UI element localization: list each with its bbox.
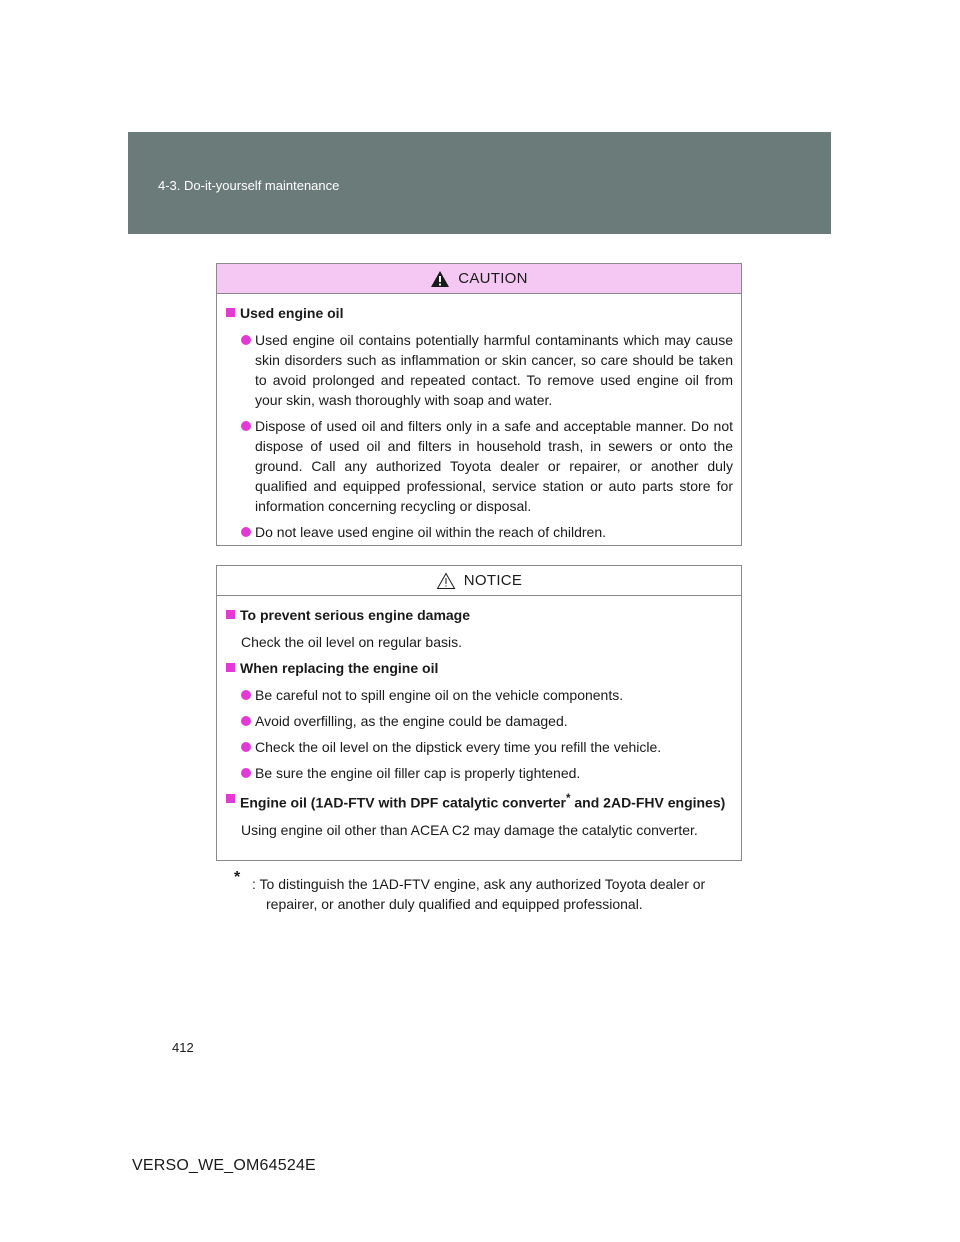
asterisk-mark: * [565, 792, 571, 805]
footnote-line: : To distinguish the 1AD-FTV engine, ask any authorized Toyota dealer or [252, 876, 706, 892]
heading-part: Engine oil (1AD-FTV with DPF catalytic converter [240, 794, 566, 811]
footnote-mark: * [234, 869, 241, 886]
notice-header [217, 566, 741, 596]
notice-bullet: Avoid overfilling, as the engine could be damaged. [225, 711, 733, 731]
footnote-line: repairer, or another duly qualified and equipped professional. [266, 896, 643, 912]
caution-heading-used-oil: Used engine oil [225, 303, 733, 323]
notice-heading-replacing-oil: When replacing the engine oil [225, 658, 733, 678]
notice-bullet: Check the oil level on the dipstick every time you refill the vehicle. [225, 737, 733, 757]
caution-box [216, 263, 742, 546]
caution-title: CAUTION [458, 270, 528, 287]
warning-filled-icon [430, 270, 450, 288]
caution-bullet: Used engine oil contains potentially harmful contaminants which may cause skin disorders such as inflammation or skin cancer, so care should be taken to avoid prolonged and repeated contact. To remove used engine oil from your skin, wash thoroughly with soap and water. [225, 330, 733, 410]
footnote [234, 869, 740, 914]
page-number: 412 [172, 1040, 194, 1055]
heading-part: and 2AD-FHV engines) [570, 794, 726, 811]
notice-heading-engine-damage: To prevent serious engine damage [225, 605, 733, 625]
notice-text: Check the oil level on regular basis. [241, 634, 463, 650]
notice-heading-engine-oil-type [225, 789, 733, 813]
notice-text: Using engine oil other than ACEA C2 may damage the catalytic converter. [241, 821, 698, 838]
section-header [128, 132, 831, 234]
notice-bullet: Be sure the engine oil filler cap is properly tightened. [225, 763, 733, 783]
notice-bullet: Be careful not to spill engine oil on the vehicle components. [225, 685, 733, 705]
warning-outline-icon [436, 572, 456, 590]
notice-box [216, 565, 742, 861]
caution-bullet: Do not leave used engine oil within the reach of children. [225, 522, 733, 542]
caution-bullet: Dispose of used oil and filters only in a safe and acceptable manner. Do not dispose of used oil and filters in household trash, in sewers or onto the ground. Call any authorized Toyota dealer or repairer, or another duly qualified and equipped professional, service station or auto parts store for information concerning recycling or disposal. [225, 416, 733, 516]
section-title: 4-3. Do-it-yourself maintenance [158, 178, 340, 193]
caution-header [217, 264, 741, 294]
notice-title: NOTICE [463, 572, 523, 589]
document-id: VERSO_WE_OM64524E [132, 1157, 316, 1174]
